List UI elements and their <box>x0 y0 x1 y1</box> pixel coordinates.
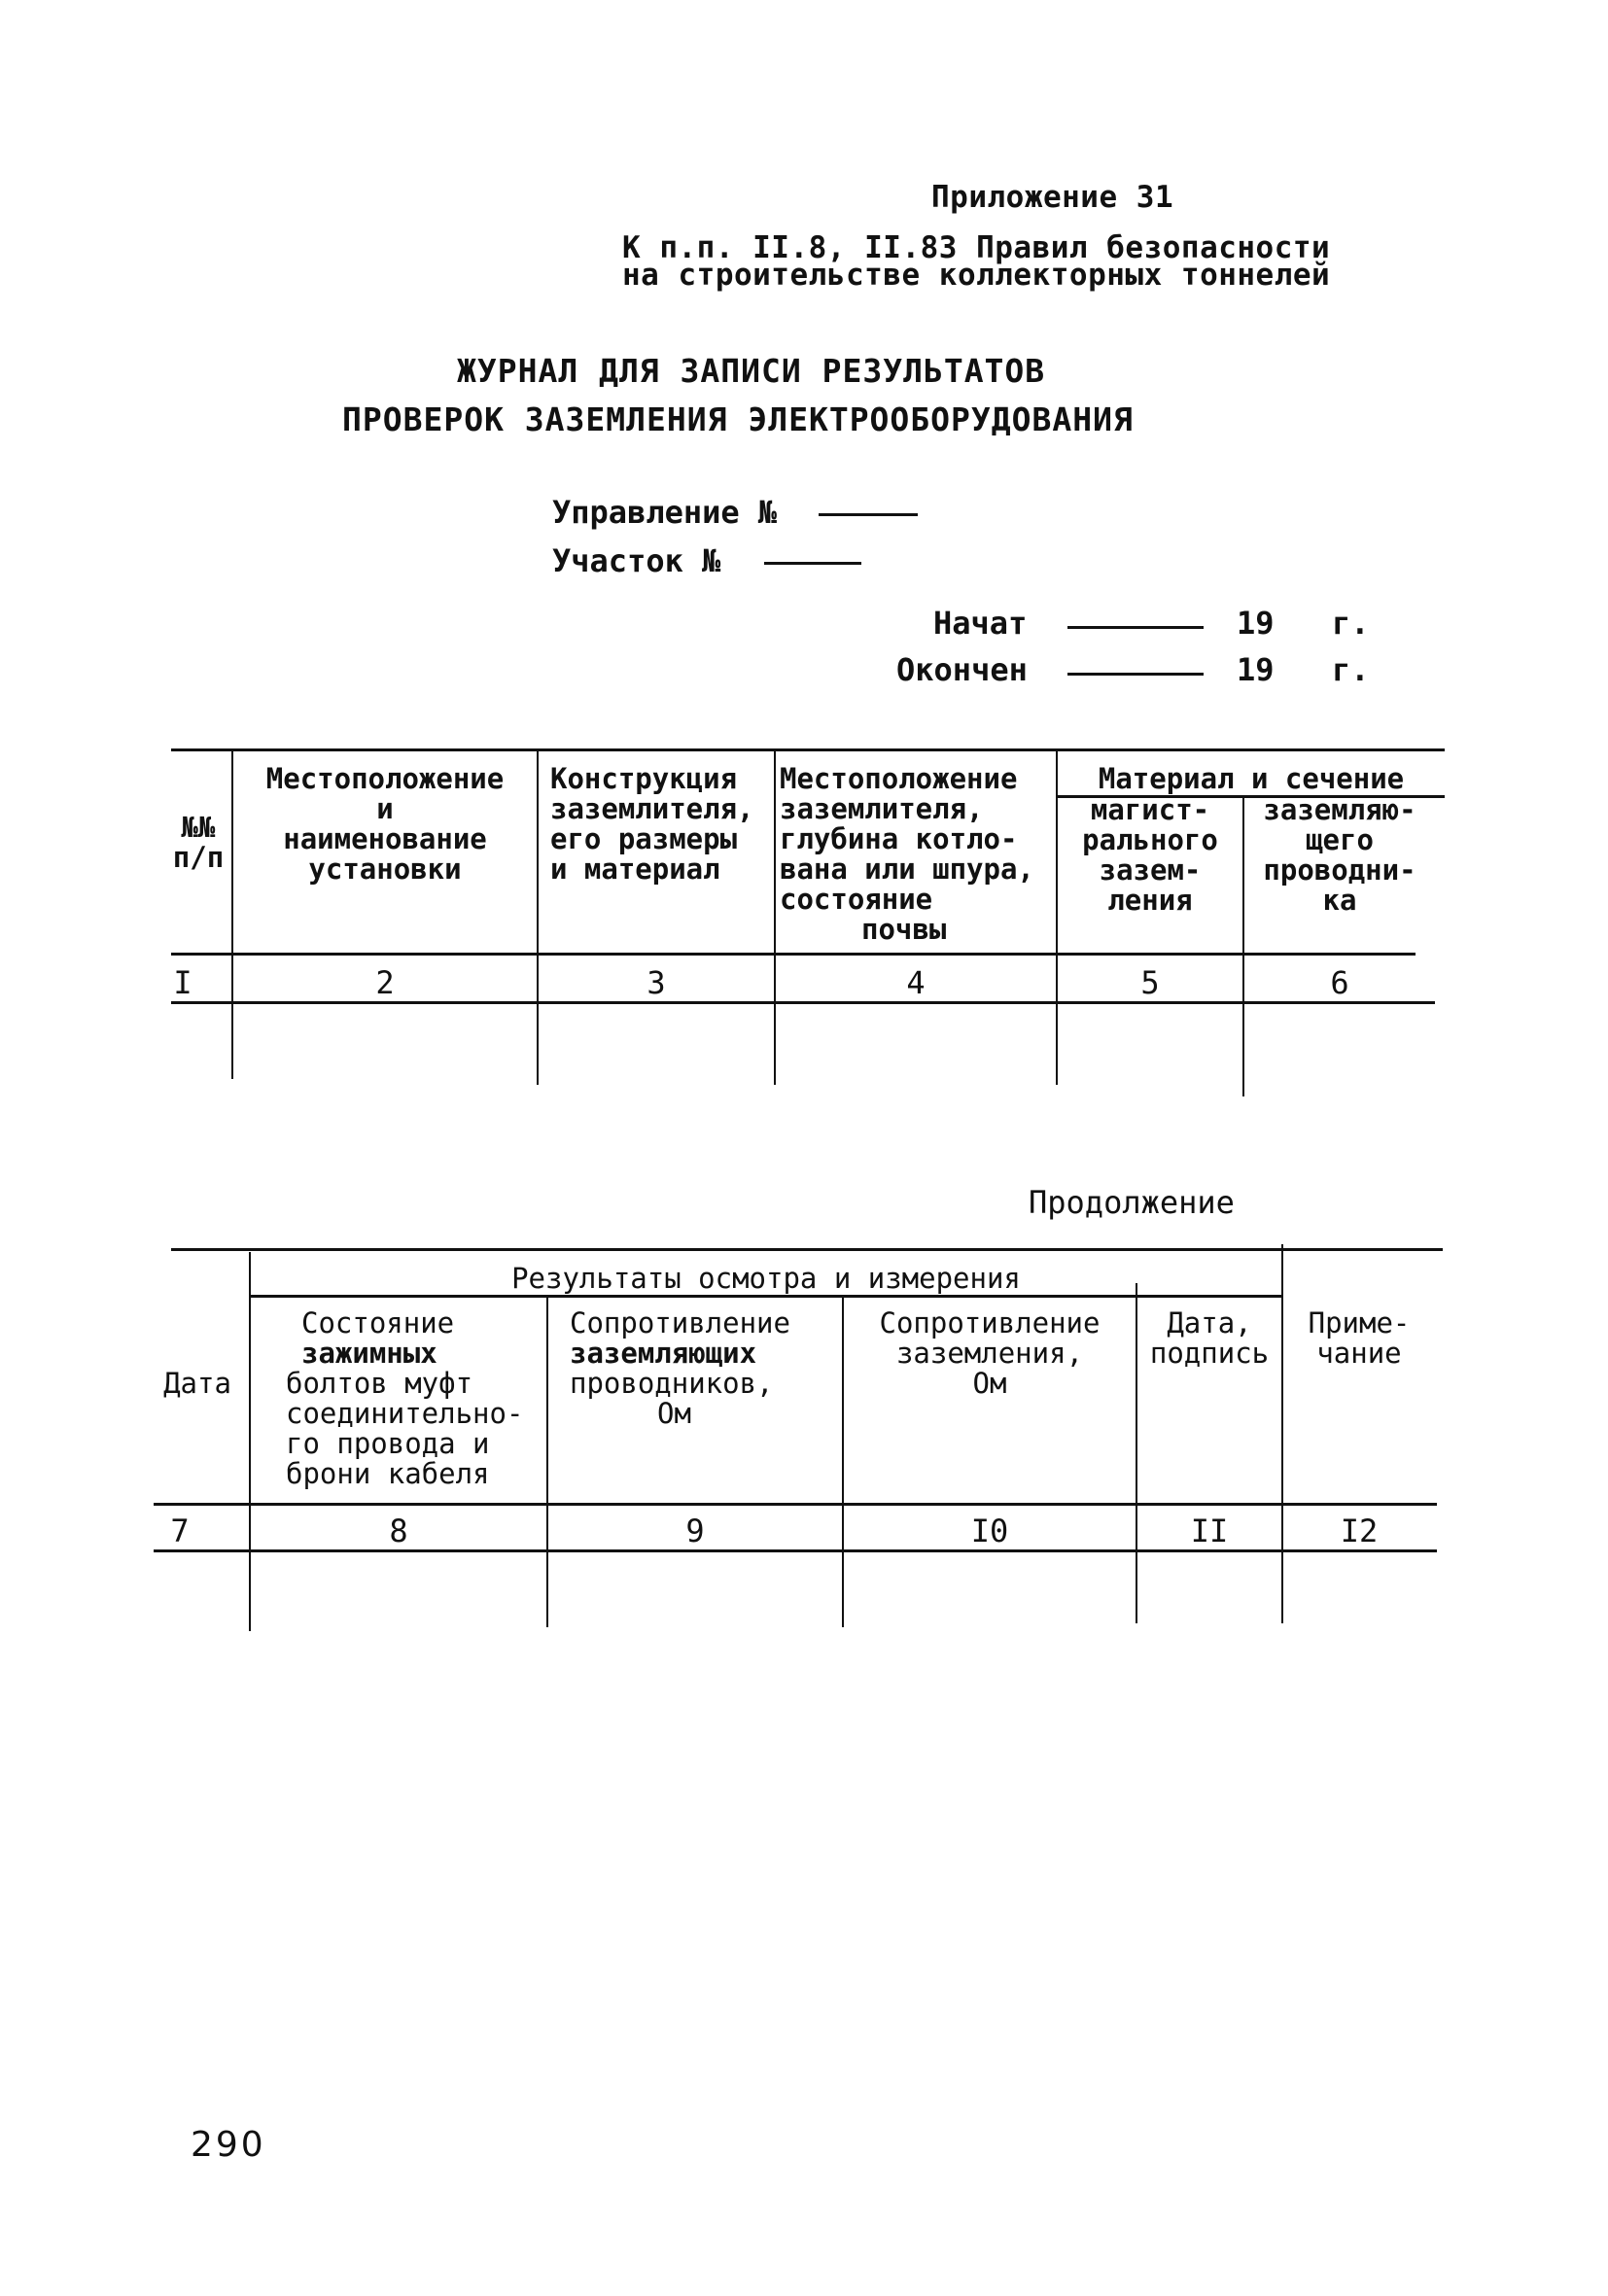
table2-col9-header-line: Сопротивление <box>570 1306 790 1339</box>
table1-col2-header <box>233 764 537 885</box>
journal-title-line1: ЖУРНАЛ ДЛЯ ЗАПИСИ РЕЗУЛЬТАТОВ <box>457 352 1046 390</box>
table1-col3-header-line: заземлителя, <box>550 792 754 825</box>
table1-col-number: 5 <box>1140 964 1160 1001</box>
table2-divider-2 <box>546 1297 548 1627</box>
table2-col8-header-line: болтов муфт <box>286 1367 473 1400</box>
table1-col4-header-line: глубина котло- <box>780 822 1018 855</box>
table2-col11-header <box>1137 1308 1281 1369</box>
page-number: 290 <box>191 2125 266 2165</box>
started-label: Начат <box>933 605 1028 642</box>
directorate-label: Управление № <box>552 494 778 531</box>
table2-col8-header-line: го провода и <box>286 1427 490 1460</box>
table2-date-header: Дата <box>163 1367 231 1400</box>
table1-col4-header-line: вана или шпура, <box>780 852 1034 886</box>
table2-divider-1 <box>249 1252 251 1631</box>
rules-reference-line1: К п.п. II.8, II.83 Правил безопасности <box>622 230 1331 265</box>
table1-col4-header-line: почвы <box>861 913 947 946</box>
table1-col3-header <box>550 764 774 885</box>
table2-col9-header-line: заземляющих <box>570 1337 757 1370</box>
table2-col-number: II <box>1190 1513 1229 1549</box>
section-blank-line <box>764 562 861 565</box>
table1-col4-header-line: Местоположение <box>780 762 1018 795</box>
table1-col-number: 6 <box>1330 964 1349 1001</box>
table1-col5-header-line: зазем- <box>1099 853 1202 887</box>
table2-col12-header <box>1283 1308 1435 1369</box>
table2-col-number: 9 <box>685 1513 705 1549</box>
table2-number-rule <box>154 1549 1437 1552</box>
table2-col8-header-line: брони кабеля <box>286 1457 490 1490</box>
table1-col4-header-line: состояние <box>780 883 933 916</box>
table2-col-number: I0 <box>970 1513 1009 1549</box>
table1-col6-header <box>1244 795 1435 916</box>
section-label: Участок № <box>552 542 721 579</box>
table1-col5-header-line: ления <box>1107 884 1193 917</box>
table1-col4-header <box>780 764 1058 945</box>
table2-col-number: I2 <box>1340 1513 1379 1549</box>
finished-year-suffix: г. <box>1332 651 1370 688</box>
finished-year-prefix: 19 <box>1237 651 1275 688</box>
table2-col10-header <box>844 1308 1136 1399</box>
table2-col12-header-line: чание <box>1316 1337 1402 1370</box>
table1-col1-header-line: п/п <box>172 841 225 874</box>
table2-group-rule <box>251 1295 1281 1298</box>
table2-col10-header-line: Ом <box>972 1367 1007 1400</box>
journal-title-line2: ПРОВЕРОК ЗАЗЕМЛЕНИЯ ЭЛЕКТРООБОРУДОВАНИЯ <box>342 400 1134 438</box>
table1-divider-2 <box>537 748 539 1085</box>
table1-col-number: I <box>173 964 192 1001</box>
table1-top-rule <box>171 748 1445 751</box>
table2-col9-header-line: Ом <box>657 1397 691 1430</box>
table2-col11-header-line: подпись <box>1149 1337 1270 1370</box>
started-blank-line <box>1067 626 1204 629</box>
table2-col8-header <box>286 1308 546 1489</box>
table1-col-number: 2 <box>375 964 395 1001</box>
table2-col8-header-line: соединительно- <box>286 1397 524 1430</box>
directorate-blank-line <box>819 513 918 516</box>
finished-blank-line <box>1067 673 1204 676</box>
table2-col12-header-line: Приме- <box>1308 1306 1411 1339</box>
table2-col-number: 7 <box>170 1513 190 1549</box>
rules-reference-line2: на строительстве коллекторных тоннелей <box>622 258 1331 293</box>
table1-col4-header-line: заземлителя, <box>780 792 984 825</box>
table1-col3-header-line: его размеры <box>550 822 738 855</box>
table1-group-header: Материал и сечение <box>1098 762 1405 795</box>
table1-col2-header-line: и <box>376 792 394 825</box>
table1-divider-3 <box>774 748 776 1085</box>
table1-col6-header-line: проводни- <box>1263 853 1416 887</box>
table2-col8-header-line: зажимных <box>301 1337 437 1370</box>
finished-label: Окончен <box>896 651 1028 688</box>
table1-col-number: 4 <box>906 964 926 1001</box>
table1-col6-header-line: заземляю- <box>1263 793 1416 826</box>
started-year-prefix: 19 <box>1237 605 1275 642</box>
table1-col1-header <box>163 813 233 873</box>
table1-col1-header-line: №№ <box>181 811 216 844</box>
table2-group-header: Результаты осмотра и измерения <box>511 1262 1021 1295</box>
table1-col2-header-line: наименование <box>283 822 487 855</box>
table1-col6-header-line: щего <box>1306 823 1374 856</box>
table2-col-number: 8 <box>389 1513 408 1549</box>
table2-divider-5 <box>1281 1244 1283 1623</box>
appendix-number: Приложение 31 <box>931 180 1174 215</box>
table2-col8-header-line: Состояние <box>301 1306 455 1339</box>
continuation-label: Продолжение <box>1029 1184 1235 1221</box>
table1-col2-header-line: Местоположение <box>265 762 505 795</box>
table1-number-rule <box>171 1001 1435 1004</box>
table2-header-rule <box>154 1503 1437 1506</box>
table1-col6-header-line: ка <box>1322 884 1357 917</box>
table2-col10-header-line: заземления, <box>895 1337 1084 1370</box>
table1-col-number: 3 <box>647 964 666 1001</box>
table1-col5-header-line: магист- <box>1090 793 1210 826</box>
table2-col9-header <box>570 1308 842 1429</box>
table2-col11-header-line: Дата, <box>1167 1306 1252 1339</box>
started-year-suffix: г. <box>1332 605 1370 642</box>
table1-col3-header-line: Конструкция <box>550 762 738 795</box>
table1-col3-header-line: и материал <box>550 852 720 886</box>
table1-col5-header <box>1058 795 1242 916</box>
table1-col2-header-line: установки <box>308 852 462 886</box>
table1-col5-header-line: рального <box>1082 823 1218 856</box>
table2-col10-header-line: Сопротивление <box>879 1306 1101 1339</box>
table1-header-rule <box>171 953 1416 956</box>
table2-col9-header-line: проводников, <box>570 1367 774 1400</box>
table2-top-rule <box>171 1248 1443 1251</box>
